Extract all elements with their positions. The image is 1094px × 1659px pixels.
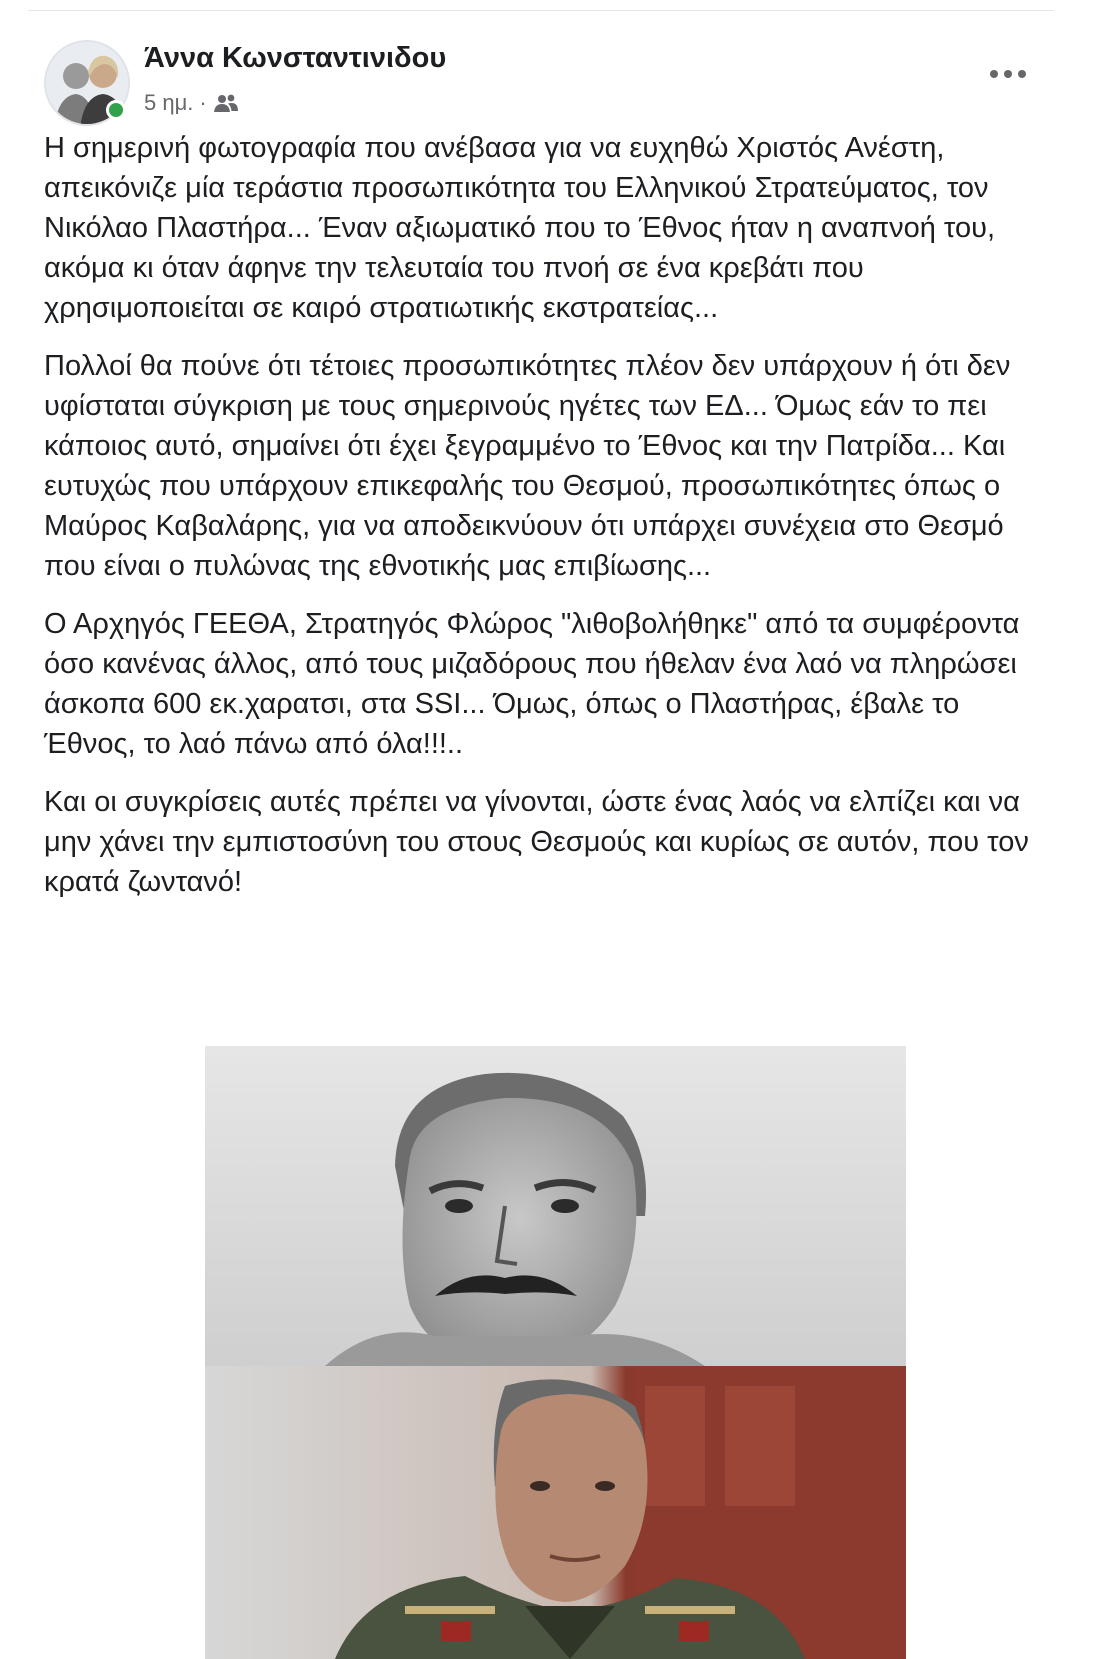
meta-separator: ·: [199, 90, 207, 115]
more-options-button[interactable]: [982, 56, 1034, 92]
top-divider: [28, 10, 1054, 11]
online-status-indicator: [106, 100, 126, 120]
historic-portrait-photo: [205, 1046, 906, 1366]
post-paragraph-1: Η σημερινή φωτογραφία που ανέβασα για να ευχηθώ Χριστός Ανέστη, απεικόνιζε μία τεράστια προσωπικότητα του Ελληνικού Στρατεύματος, τον Νικόλαο Πλαστήρα... Έναν αξιωματικό που το Έθνος ήταν η αναπνοή του, ακόμα κι όταν άφηνε την τελευταία του πνοή σε ένα κρεβάτι που χρησιμοποιείται σε καιρό στρατιωτικής εκστρατείας...: [44, 132, 995, 324]
post-paragraph-3: Ο Αρχηγός ΓΕΕΘΑ, Στρατηγός Φλώρος "λιθοβολήθηκε" από τα συμφέροντα όσο κανένας άλλος, από τους μιζαδόρους που ήθελαν ένα λαό να πληρώσει άσκοπα 600 εκ.χαρατσι, στα SSI... Όμως, όπως ο Πλαστήρας, έβαλε το Έθνος, το λαό πάνω από όλα!!!..: [44, 608, 1020, 760]
post-header: [44, 40, 1054, 120]
post-paragraph-4: Και οι συγκρίσεις αυτές πρέπει να γίνονται, ώστε ένας λαός να ελπίζει και να μην χάνει την εμπιστοσύνη του στους Θεσμούς και κυρίως σε αυτόν, που τον κρατά ζωντανό!: [44, 786, 1029, 898]
friends-icon[interactable]: [213, 93, 239, 113]
post-photo[interactable]: [205, 1046, 906, 1659]
author-name[interactable]: Άννα Κωνσταντινιδου: [144, 42, 447, 74]
post-timestamp[interactable]: 5 ημ.: [144, 90, 194, 115]
post-paragraph-2: Πολλοί θα πούνε ότι τέτοιες προσωπικότητες πλέον δεν υπάρχουν ή ότι δεν υφίσταται σύγκριση με τους σημερινούς ηγέτες των ΕΔ... Όμως εάν το πει κάποιος αυτό, σημαίνει ότι έχει ξεγραμμένο το Έθνος και την Πατρίδα... Και ευτυχώς που υπάρχουν επικεφαλής του Θεσμού, προσωπικότητες όπως ο Μαύρος Καβαλάρης, για να αποδεικνύουν ότι υπάρχει συνέχεια στο Θεσμό που είναι ο πυλώνας της εθνοτικής μας επιβίωσης...: [44, 350, 1011, 582]
general-portrait-photo: [205, 1366, 906, 1659]
more-horizontal-icon: [988, 69, 1028, 79]
post-meta: [144, 88, 239, 118]
post-text: [44, 128, 1034, 920]
